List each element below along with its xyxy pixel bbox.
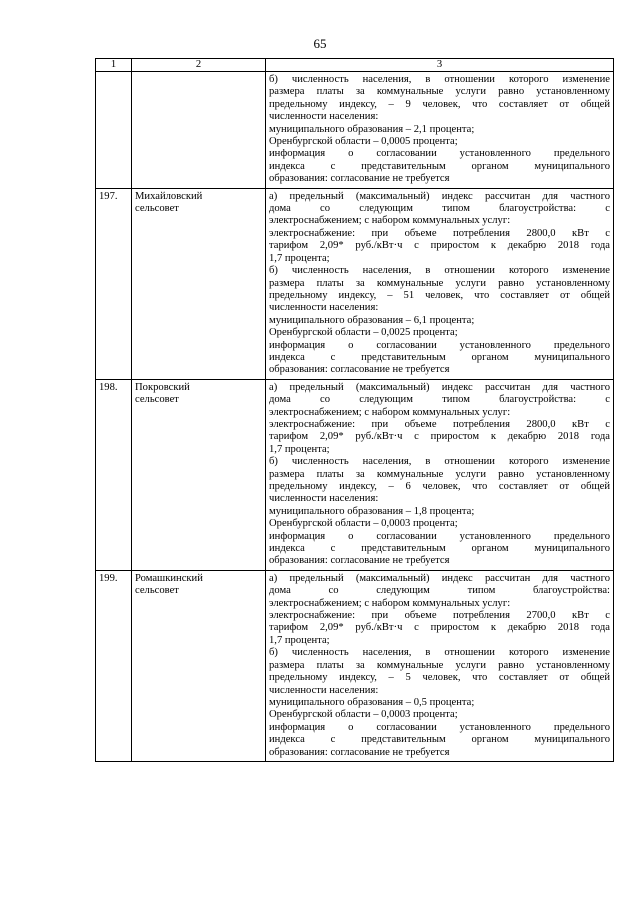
row-number: 197. [96,188,132,379]
details-line: размера платы за коммунальные услуги равно установленному [269,86,610,98]
cell-details [266,72,614,189]
table-row [96,379,614,570]
cell-municipality [132,72,266,189]
row-number: 199. [96,570,132,761]
details-line: размера платы за коммунальные услуги равно установленному [269,659,610,671]
municipality-name-line: Ромашкинский [135,572,203,584]
details-cell [266,188,614,379]
details-line: образования: согласование не требуется [269,173,450,185]
page-number: 65 [313,36,327,51]
details-line: численности населения: [269,111,379,123]
details-line: электроснабжением; с набором коммунальных услуг: [269,406,511,418]
municipality-name-line: сельсовет [135,394,179,406]
details-line: индекса с представительным органом муниципального [269,160,610,172]
details-line: информация о согласовании установленного предельного [269,339,610,351]
details-line: муниципального образования – 1,8 процента; [269,505,475,517]
details-line: электроснабжением; с набором коммунальных услуг: [269,215,511,227]
details-line: информация о согласовании установленного предельного [269,148,610,160]
details-line: б) численность населения, в отношении которого изменение [269,74,610,85]
details-line: а) предельный (максимальный) индекс рассчитан для частного [269,572,610,584]
details-line: б) численность населения, в отношении которого изменение [269,456,610,468]
table-row-continuation [96,72,614,189]
table-header-row [96,59,614,72]
details-cell [266,379,614,570]
details-line: электроснабжение: при объеме потребления 2700,0 кВт с [269,610,610,622]
municipality-name-line: сельсовет [135,203,179,215]
municipality-name-line: Покровский [135,381,190,393]
details-line: электроснабжение: при объеме потребления 2800,0 кВт с [269,227,610,239]
details-line: численности населения: [269,302,379,314]
cell-number [96,72,132,189]
details-line: предельному индексу, – 6 человек, что составляет от общей [269,481,610,492]
details-line: информация о согласовании установленного предельного [269,721,610,733]
details-cell [266,570,614,761]
municipality-name [132,379,266,570]
details-line: тарифом 2,09* руб./кВт·ч с приростом к декабрю 2018 года [269,622,610,634]
details-line: Оренбургской области – 0,0025 процента; [269,327,458,339]
column-header-details: 3 [266,59,614,72]
details-line: б) численность населения, в отношении которого изменение [269,647,610,659]
details-line: б) численность населения, в отношении которого изменение [269,265,610,277]
details-line: информация о согласовании установленного предельного [269,530,610,542]
details-line: муниципального образования – 0,5 процента; [269,696,475,708]
details-line: тарифом 2,09* руб./кВт·ч с приростом к декабрю 2018 года [269,240,610,252]
details-line: а) предельный (максимальный) индекс рассчитан для частного [269,190,610,202]
details-line: численности населения: [269,493,379,505]
details-line: 1,7 процента; [269,634,330,646]
details-line: дома со следующим типом благоустройства: [269,585,610,597]
details-line: электроснабжением; с набором коммунальных услуг: [269,597,511,609]
details-line: предельному индексу, – 9 человек, что составляет от общей [269,98,610,110]
details-line: образования: согласование не требуется [269,364,450,376]
details-line: муниципального образования – 2,1 процента; [269,123,475,135]
details-line: муниципального образования – 6,1 процента; [269,314,475,326]
details-line: 1,7 процента; [269,443,330,455]
details-line: численности населения: [269,684,379,696]
details-line: индекса с представительным органом муниципального [269,543,610,555]
table-row [96,570,614,761]
municipality-name-line: Михайловский [135,190,203,202]
details-line: Оренбургской области – 0,0005 процента; [269,136,458,148]
municipality-name-line: сельсовет [135,585,179,597]
details-line: индекса с представительным органом муниципального [269,351,610,363]
municipality-name [132,570,266,761]
tariff-index-table [95,58,614,762]
details-line: предельному индексу, – 5 человек, что составляет от общей [269,672,610,684]
details-line: 1,7 процента; [269,252,330,264]
details-line: Оренбургской области – 0,0003 процента; [269,709,458,721]
municipality-name [132,188,266,379]
details-line: образования: согласование не требуется [269,555,450,567]
details-line: дома со следующим типом благоустройства: с [269,394,610,406]
column-header-number: 1 [96,59,132,72]
table-row [96,188,614,379]
details-line: Оренбургской области – 0,0003 процента; [269,518,458,530]
details-line: индекса с представительным органом муниципального [269,734,610,746]
row-number: 198. [96,379,132,570]
details-line: предельному индексу, – 51 человек, что составляет от общей [269,289,610,301]
details-line: а) предельный (максимальный) индекс рассчитан для частного [269,381,610,393]
details-line: тарифом 2,09* руб./кВт·ч с приростом к декабрю 2018 года [269,431,610,443]
details-line: дома со следующим типом благоустройства: с [269,203,610,215]
details-line: размера платы за коммунальные услуги равно установленному [269,277,610,289]
details-line: размера платы за коммунальные услуги равно установленному [269,468,610,480]
column-header-municipality: 2 [132,59,266,72]
details-line: образования: согласование не требуется [269,746,450,758]
details-line: электроснабжение: при объеме потребления 2800,0 кВт с [269,418,610,430]
